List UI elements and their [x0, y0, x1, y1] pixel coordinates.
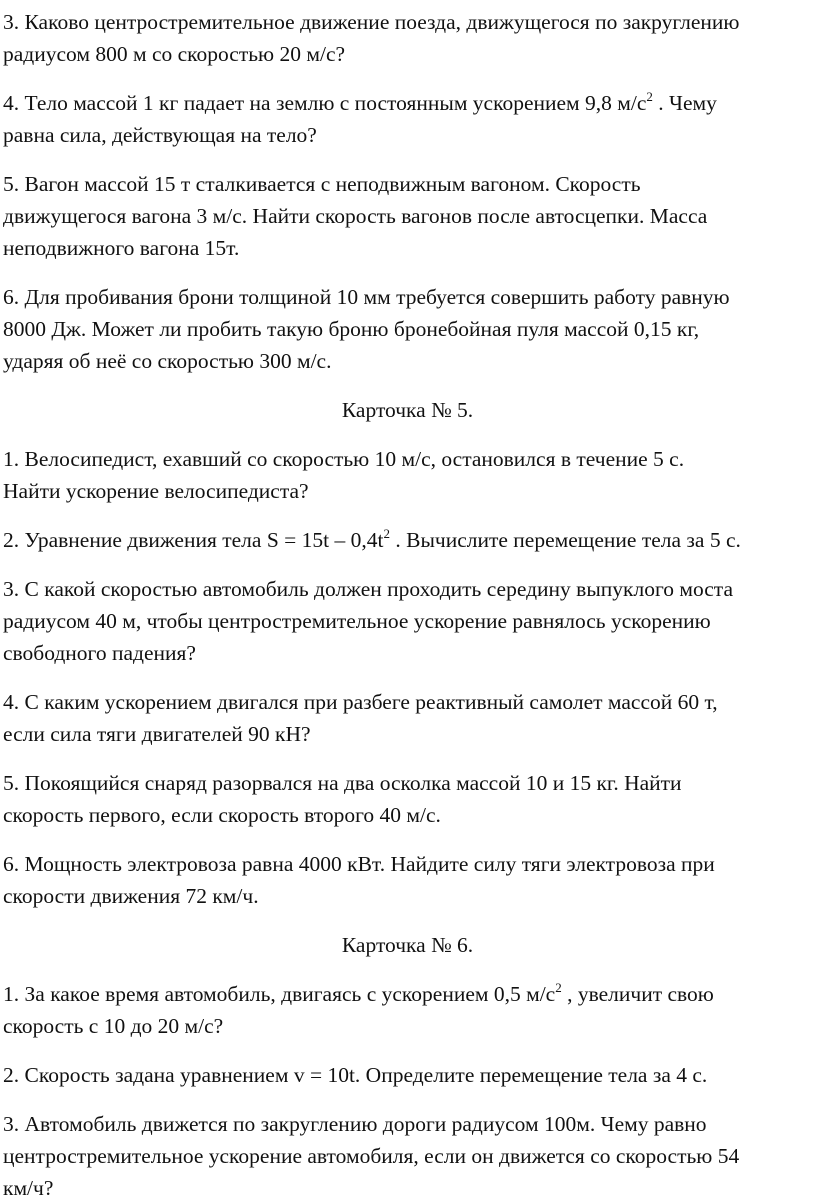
text-line: ударяя об неё со скоростью 300 м/с.: [3, 349, 332, 373]
text-line: 4. С каким ускорением двигался при разбеге реактивный самолет массой 60 т,: [3, 690, 718, 714]
text-line: 5. Вагон массой 15 т сталкивается с неподвижным вагоном. Скорость: [3, 172, 641, 196]
card6-question-1: [3, 978, 812, 1042]
text-line: 3. Каково центростремительное движение поезда, движущегося по закруглению: [3, 10, 740, 34]
text-fragment: 4. Тело массой 1 кг падает на землю с постоянным ускорением 9,8 м/с: [3, 91, 647, 115]
card6-title: Карточка № 6.: [341, 933, 474, 957]
text-line: 3. Автомобиль движется по закруглению дороги радиусом 100м. Чему равно: [3, 1112, 707, 1136]
card5-title: Карточка № 5.: [341, 398, 474, 422]
text-line: 3. С какой скоростью автомобиль должен проходить середину выпуклого моста: [3, 577, 733, 601]
text-line: радиусом 800 м со скоростью 20 м/с?: [3, 42, 346, 66]
text-line: 8000 Дж. Может ли пробить такую броню бронебойная пуля массой 0,15 кг,: [3, 317, 700, 341]
text-line: если сила тяги двигателей 90 кН?: [3, 722, 311, 746]
card5-question-3: [3, 573, 812, 669]
text-line: [3, 524, 812, 556]
text-line: Найти ускорение велосипедиста?: [3, 479, 309, 503]
text-fragment: 2. Уравнение движения тела S = 15t – 0,4t: [3, 528, 384, 552]
text-line: [3, 87, 812, 119]
superscript: 2: [555, 979, 562, 995]
text-line: скорость первого, если скорость второго 40 м/с.: [3, 803, 441, 827]
card4-question-6: [3, 281, 812, 377]
text-line: движущегося вагона 3 м/с. Найти скорость вагонов после автосцепки. Масса: [3, 204, 708, 228]
text-line: неподвижного вагона 15т.: [3, 236, 240, 260]
text-fragment: 1. За какое время автомобиль, двигаясь с ускорением 0,5 м/с: [3, 982, 556, 1006]
superscript: 2: [383, 525, 390, 541]
text-line: [3, 978, 812, 1010]
card4-question-3: [3, 6, 812, 70]
text-fragment: , увеличит свою: [561, 982, 714, 1006]
text-line: км/ч?: [3, 1176, 54, 1200]
text-fragment: . Вычислите перемещение тела за 5 с.: [389, 528, 741, 552]
card6-question-2: [3, 1059, 812, 1091]
text-line: равна сила, действующая на тело?: [3, 123, 317, 147]
text-line: 6. Для пробивания брони толщиной 10 мм требуется совершить работу равную: [3, 285, 730, 309]
text-line: свободного падения?: [3, 641, 196, 665]
card4-question-4: [3, 87, 812, 151]
card6-question-3: [3, 1108, 812, 1204]
text-line: радиусом 40 м, чтобы центростремительное ускорение равнялось ускорению: [3, 609, 711, 633]
text-line: скорости движения 72 км/ч.: [3, 884, 259, 908]
card5-question-6: [3, 848, 812, 912]
text-line: 6. Мощность электровоза равна 4000 кВт. Найдите силу тяги электровоза при: [3, 852, 715, 876]
text-fragment: . Чему: [652, 91, 717, 115]
text-line: 1. Велосипедист, ехавший со скоростью 10 м/с, остановился в течение 5 с.: [3, 447, 685, 471]
card5-question-1: [3, 443, 812, 507]
text-line: скорость с 10 до 20 м/с?: [3, 1014, 224, 1038]
card5-question-5: [3, 767, 812, 831]
text-line: 5. Покоящийся снаряд разорвался на два осколка массой 10 и 15 кг. Найти: [3, 771, 682, 795]
superscript: 2: [646, 88, 653, 104]
card5-question-2: [3, 524, 812, 556]
card5-question-4: [3, 686, 812, 750]
text-line: 2. Скорость задана уравнением v = 10t. Определите перемещение тела за 4 с.: [3, 1063, 708, 1087]
text-line: центростремительное ускорение автомобиля, если он движется со скоростью 54: [3, 1144, 740, 1168]
card4-question-5: [3, 168, 812, 264]
